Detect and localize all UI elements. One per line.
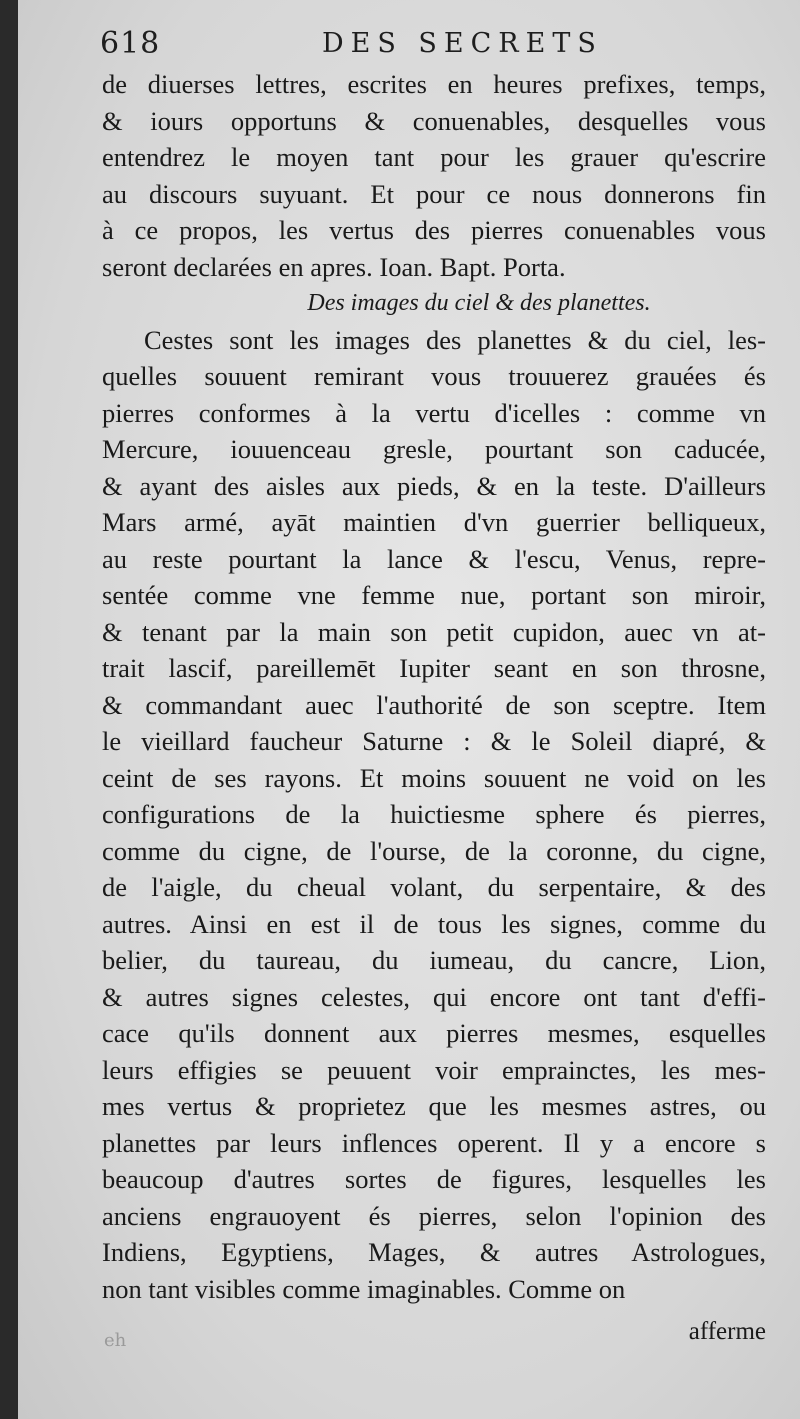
text-line: ceint de ses rayons. Et moins souuent ne void on les: [102, 762, 766, 793]
text-line: & commandant auec l'authorité de son sceptre. Item: [102, 689, 766, 720]
text-line: & autres signes celestes, qui encore ont tant d'effi-: [102, 981, 766, 1012]
text-line: au reste pourtant la lance & l'escu, Venus, repre-: [102, 543, 766, 574]
text-line: beaucoup d'autres sortes de figures, lesquelles les: [102, 1164, 766, 1194]
text-line: pierres conformes à la vertu d'icelles : comme vn: [102, 397, 766, 428]
text-line: mes vertus & proprietez que les mesmes astres, ou: [102, 1091, 766, 1121]
body-text: [102, 66, 766, 1307]
text-line-attribution: seront declarées en apres. Ioan. Bapt. Porta.: [102, 251, 566, 282]
text-line-paragraph-start: Cestes sont les images des planettes & du ciel, les-: [144, 324, 766, 355]
text-line: trait lascif, pareillemēt Iupiter seant en son throsne,: [102, 653, 766, 683]
text-line: comme du cigne, de l'ourse, de la coronne, du cigne,: [102, 835, 766, 866]
text-line: planettes par leurs inflences operent. Il y a encore s: [102, 1127, 766, 1158]
text-line: Mercure, iouuenceau gresle, pourtant son caducée,: [102, 434, 766, 464]
catchword: afferme: [688, 1318, 766, 1345]
text-line: configurations de la huictiesme sphere és pierres,: [102, 799, 766, 829]
text-line: Mars armé, ayāt maintien d'vn guerrier belliqueux,: [102, 507, 766, 537]
text-line: au discours suyuant. Et pour ce nous donnerons fin: [102, 178, 766, 209]
text-line: de diuerses lettres, escrites en heures prefixes, temps,: [102, 69, 766, 99]
text-line: de l'aigle, du cheual volant, du serpentaire, & des: [102, 872, 766, 902]
text-line: & tenant par la main son petit cupidon, auec vn at-: [102, 616, 766, 647]
text-line: sentée comme vne femme nue, portant son miroir,: [102, 580, 766, 610]
text-line: le vieillard faucheur Saturne : & le Soleil diapré, &: [102, 726, 766, 756]
book-page: [18, 0, 800, 1419]
text-line: anciens engrauoyent és pierres, selon l'opinion des: [102, 1200, 766, 1231]
page-number: 618: [100, 26, 161, 61]
text-line: leurs effigies se peuuent voir emprainctes, les mes-: [102, 1054, 766, 1085]
text-line: belier, du taureau, du iumeau, du cancre, Lion,: [102, 945, 766, 975]
text-line: cace qu'ils donnent aux pierres mesmes, esquelles: [102, 1018, 766, 1048]
text-line: non tant visibles comme imaginables. Comme on: [102, 1273, 626, 1304]
text-line: Indiens, Egyptiens, Mages, & autres Astrologues,: [102, 1237, 766, 1267]
text-line: autres. Ainsi en est il de tous les signes, comme du: [102, 908, 766, 939]
text-line: à ce propos, les vertus des pierres conuenables vous: [102, 215, 766, 245]
section-heading: Des images du ciel & des planettes.: [307, 290, 651, 316]
page-header: [100, 26, 740, 66]
text-line: quelles souuent remirant vous trouuerez grauées és: [102, 361, 766, 391]
running-title: DES SECRETS: [322, 28, 603, 59]
text-line: & iours opportuns & conuenables, desquelles vous: [102, 105, 766, 136]
text-line: entendrez le moyen tant pour les grauer qu'escrire: [102, 142, 766, 172]
signature-mark: eh: [104, 1330, 127, 1351]
text-line: & ayant des aisles aux pieds, & en la teste. D'ailleurs: [102, 470, 766, 501]
